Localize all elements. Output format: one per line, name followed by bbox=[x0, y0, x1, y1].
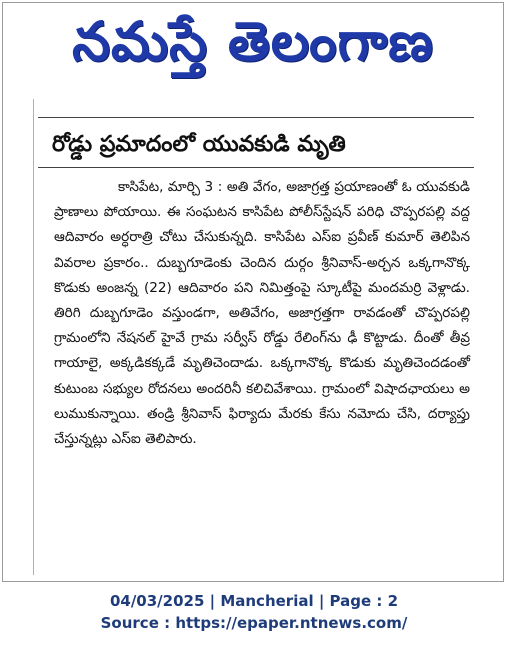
article-headline: రోడ్డు ప్రమాదంలో యువకుడి మృతి bbox=[52, 132, 346, 157]
clipping-frame bbox=[2, 2, 504, 582]
headline-bottom-rule bbox=[38, 167, 474, 168]
article-body: కాసిపేట, మార్చి 3 : అతి వేగం, అజాగ్రత్త ప్రయాణంతో ఓ యువకుడి ప్రాణాలు పోయాయి. ఈ సంఘటన కాసిపేట పోలీస్‌స్టేషన్ పరిధి చొప్పరపల్లి వద్ద ఆదివారం అర్ధరాత్రి చోటు చేసుకున్నది. కాసిపేట ఎస్ఐ ప్రవీణ్ కుమార్ తెలిపిన వివరాల ప్రకారం.. దుబ్బగూడెంకు చెందిన దుర్గం శ్రీనివాస్-అర్చన ఒక్కగానొక్క కొడుకు అంజన్న (22) ఆదివారం పని నిమిత్తంపై స్కూటీపై మందమర్రి వెళ్లాడు. తిరిగి దుబ్బగూడెం వస్తుండగా, అతివేగం, అజాగ్రత్తగా రావడంతో చొప్పరపల్లి గ్రామంలోని నేషనల్ హైవే గ్రామ సర్వీస్ రోడ్డు రేలింగ్‌ను ఢీ కొట్టాడు. దీంతో తీవ్రగాయాలై, అక్కడికక్కడే మృతిచెందాడు. ఒక్కగానొక్క కొడుకు మృతిచెందడంతో కుటుంబ సభ్యుల రోదనలు అందరినీ కలిచివేశాయి. గ్రామంలో విషాదఛాయలు అలుముకున్నాయి. తండ్రి శ్రీనివాస్ ఫిర్యాదు మేరకు కేసు నమోదు చేసి, దర్యాప్తు చేస్తున్నట్లు ఎస్ఐ తెలిపారు. bbox=[54, 179, 470, 448]
newspaper-masthead bbox=[3, 3, 503, 93]
cut-text-remnant bbox=[52, 101, 352, 107]
headline-top-rule bbox=[38, 117, 474, 118]
edition-info: 04/03/2025 | Mancherial | Page : 2 bbox=[109, 592, 399, 610]
masthead-title: నమస్తే తెలంగాణ bbox=[72, 9, 434, 73]
article-clipping bbox=[33, 99, 475, 575]
source-link[interactable]: Source : https://epaper.ntnews.com/ bbox=[100, 614, 408, 632]
